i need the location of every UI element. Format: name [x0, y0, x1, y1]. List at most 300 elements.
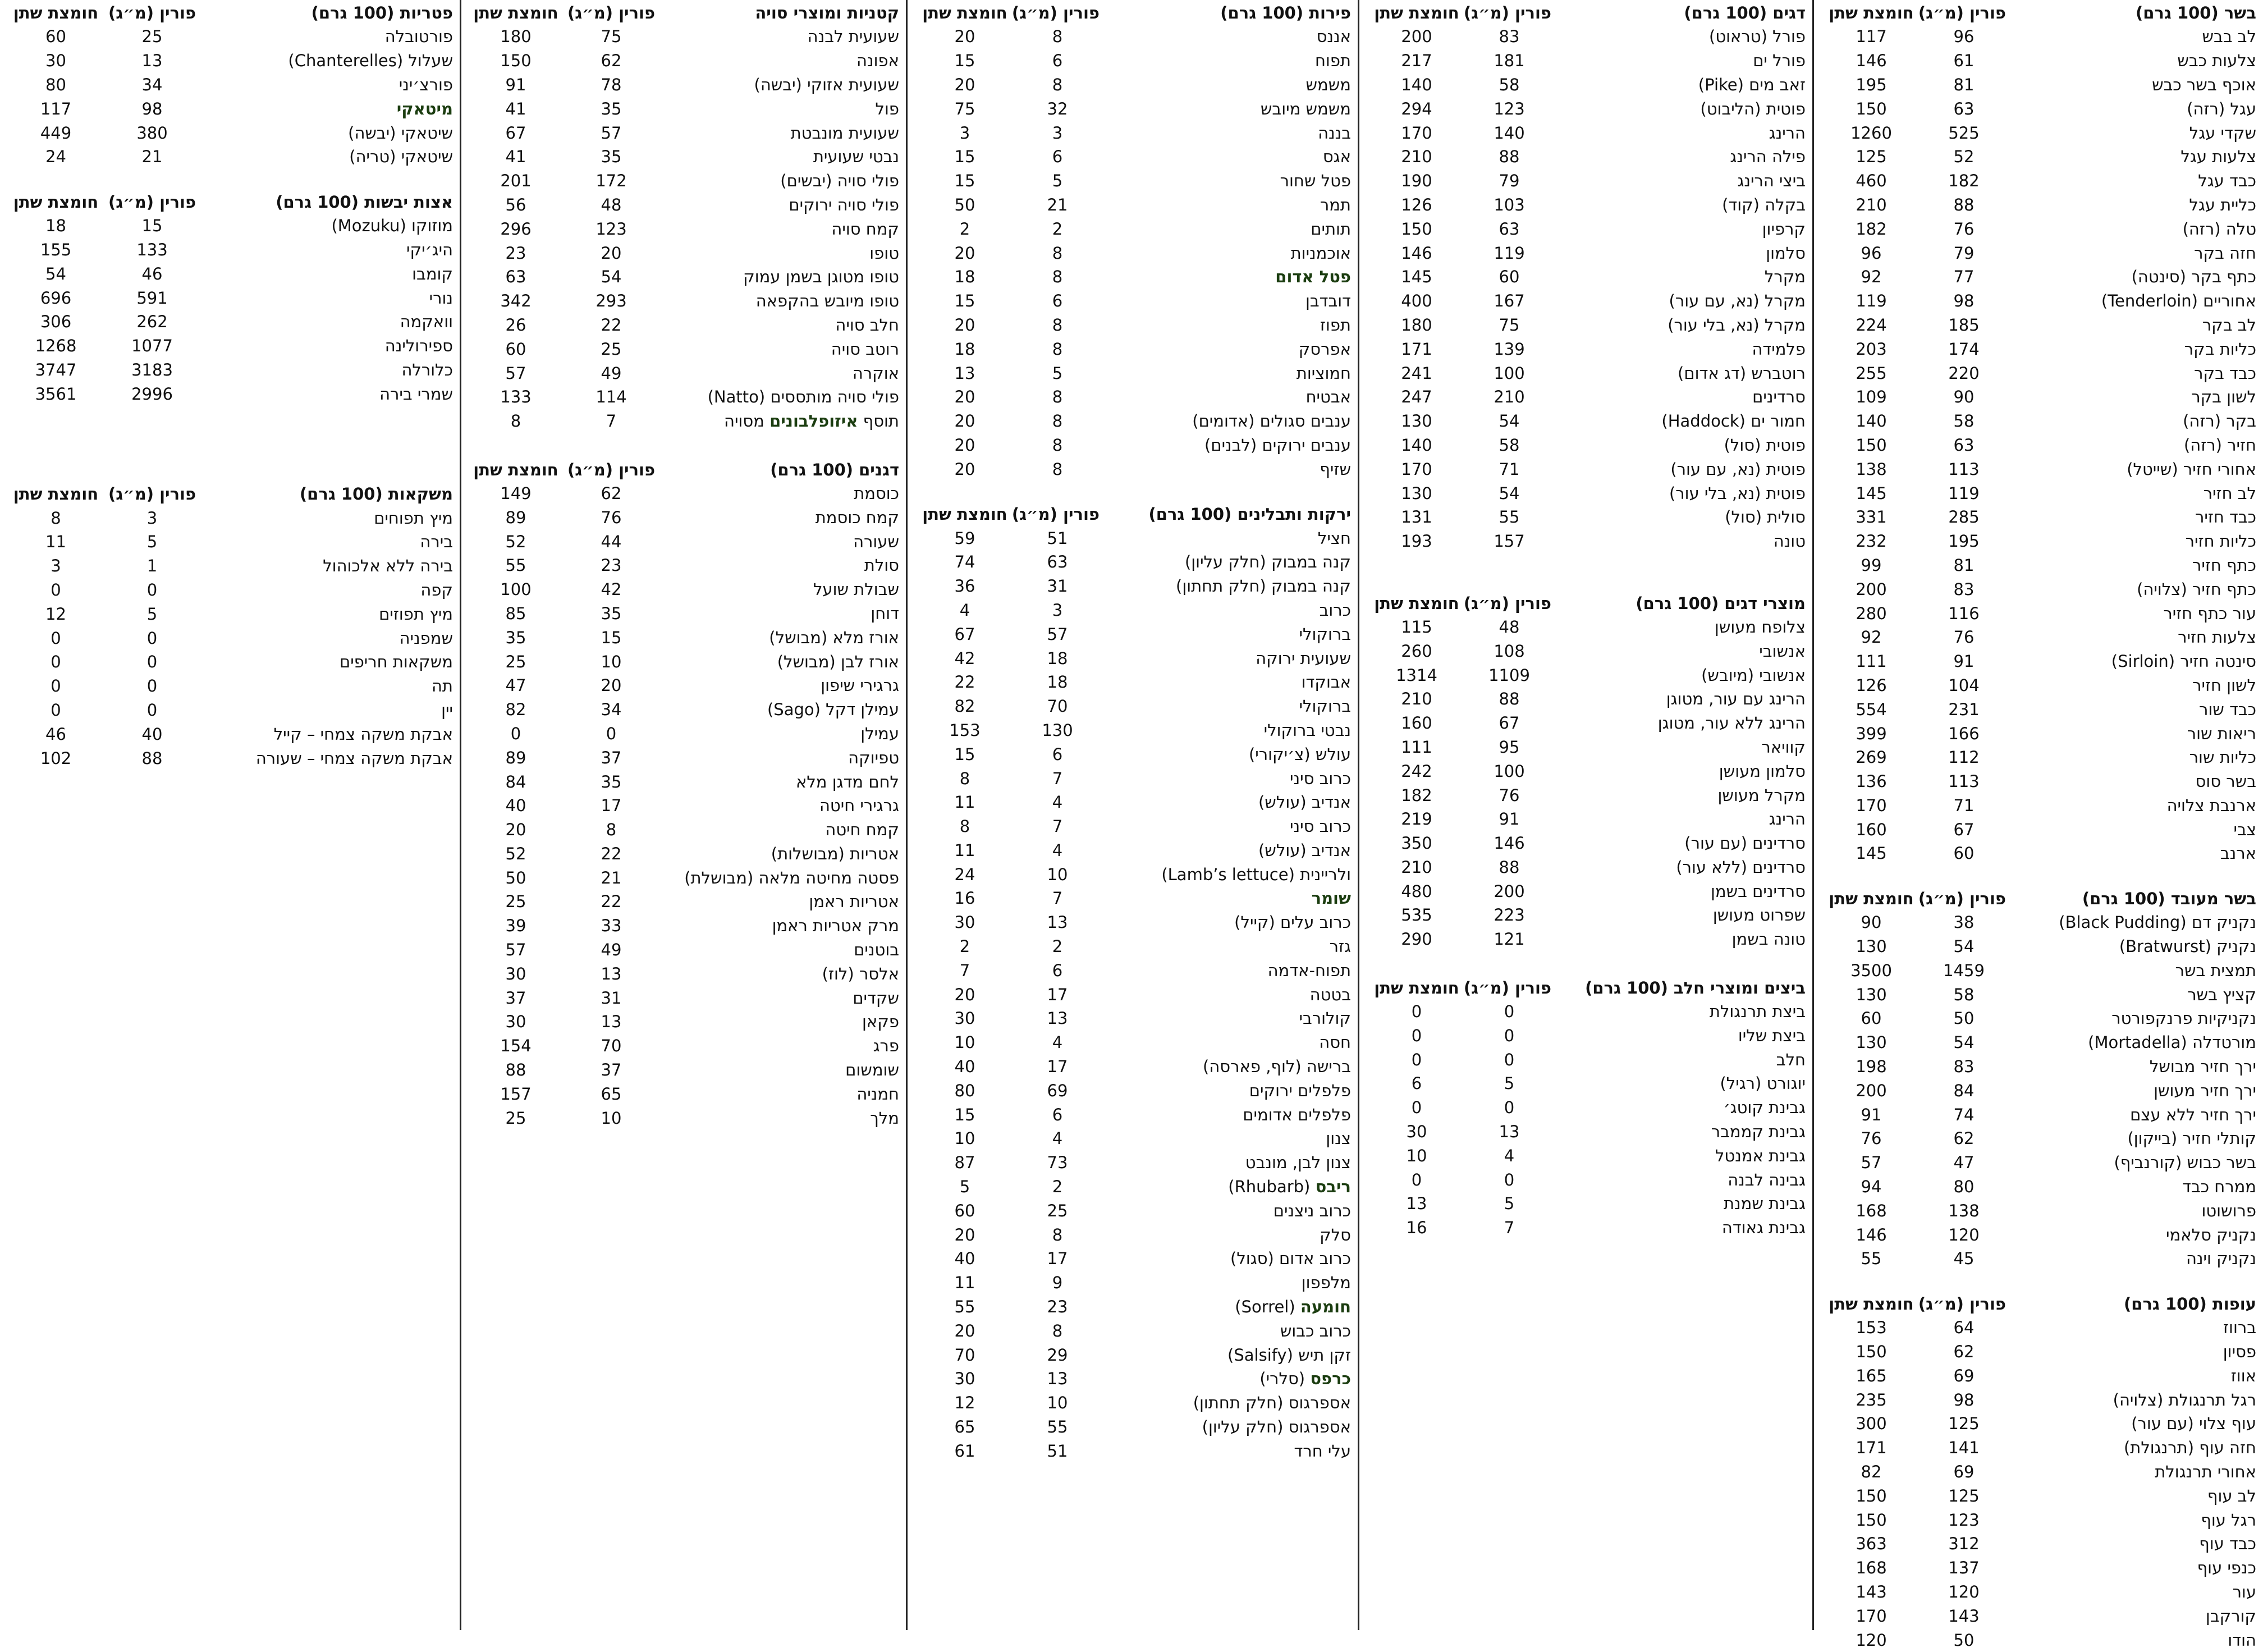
food-name: פטל שחור	[1280, 171, 1351, 191]
table-row	[7, 698, 453, 722]
food-name: תפוז	[1320, 315, 1351, 335]
food-name: ענבים סגולים (אדומים)	[1192, 411, 1351, 431]
table-row	[468, 73, 899, 97]
purine-value: 62	[1953, 1342, 1975, 1362]
table-row	[914, 598, 1351, 623]
food-name: לשון בקר	[2191, 387, 2256, 407]
uric-acid-value: 40	[954, 1057, 975, 1077]
uric-acid-value: 82	[1861, 1462, 1882, 1482]
food-name: ארנב	[2220, 844, 2256, 863]
food-name: אגס	[1322, 147, 1351, 167]
table-row	[1821, 649, 2256, 674]
purine-value: 60	[1953, 844, 1975, 863]
table-row	[7, 722, 453, 746]
food-name: כליות שור	[2189, 748, 2256, 767]
purine-value: 157	[1494, 532, 1525, 551]
purine-value: 4	[1052, 1033, 1063, 1052]
purine-value: 49	[601, 940, 622, 960]
food-name: עגל (רזה)	[2187, 99, 2256, 118]
section-header	[468, 1, 899, 25]
uric-acid-value: 30	[505, 1012, 526, 1032]
food-name: תמצית בשר	[2175, 960, 2256, 980]
table-row	[1821, 97, 2256, 121]
uric-acid-value: 30	[505, 964, 526, 983]
uric-acid-value: 10	[954, 1033, 975, 1052]
food-section	[468, 1, 899, 433]
purine-column-header: פורין (מ״ג)	[1011, 505, 1100, 524]
food-name: ברישה (לוף, פארסה)	[1203, 1057, 1351, 1077]
food-name: נקניקיות פרנקפורטר	[2111, 1009, 2256, 1028]
table-row	[7, 310, 453, 334]
purine-value: 3	[1052, 600, 1063, 620]
food-name: כבד חזיר	[2195, 507, 2256, 527]
table-row	[7, 25, 453, 49]
food-name: נקניק סלאמי	[2166, 1225, 2256, 1244]
section-spacer	[7, 406, 453, 482]
purine-value: 119	[1948, 483, 1980, 503]
section-header	[914, 1, 1351, 25]
uric-acid-value: 40	[505, 796, 526, 816]
purine-value: 22	[601, 892, 622, 912]
food-name: אנשובי	[1759, 641, 1806, 661]
uric-acid-value: 80	[45, 75, 66, 94]
uric-acid-value: 363	[1856, 1534, 1887, 1554]
table-row	[468, 842, 899, 866]
uric-acid-value: 5	[959, 1177, 970, 1197]
food-name: רגל תרנגולת (צלויה)	[2113, 1390, 2256, 1410]
purine-value: 312	[1948, 1534, 1980, 1554]
food-name: שקדי עגל	[2189, 123, 2256, 143]
uric-acid-value: 89	[505, 748, 526, 767]
purine-value: 185	[1948, 315, 1980, 335]
table-row	[7, 238, 453, 262]
uric-acid-value: 200	[1856, 1081, 1887, 1100]
purine-value: 48	[1499, 617, 1520, 637]
purine-value: 174	[1948, 339, 1980, 359]
purine-value: 143	[1948, 1606, 1980, 1626]
uric-acid-value: 157	[500, 1084, 532, 1104]
uric-acid-value: 170	[1401, 123, 1432, 143]
food-section	[1366, 592, 1806, 951]
table-row	[1366, 1192, 1806, 1216]
purine-value: 63	[1499, 219, 1520, 239]
uric-acid-value: 12	[954, 1393, 975, 1413]
uric-acid-value: 115	[1401, 617, 1432, 637]
food-name: משקאות חריפים	[339, 652, 453, 672]
purine-value: 220	[1948, 363, 1980, 383]
food-name: שעועית אזוקי (יבשה)	[754, 75, 899, 94]
purine-value: 21	[141, 147, 163, 167]
purine-value: 380	[136, 123, 168, 143]
table-row	[7, 578, 453, 602]
purine-value: 44	[601, 532, 622, 551]
uric-acid-value: 117	[40, 99, 72, 118]
food-name: כרוב ניצנים	[1273, 1201, 1351, 1220]
table-row	[914, 1151, 1351, 1175]
table-row	[7, 334, 453, 358]
table-row	[1821, 601, 2256, 625]
section-header	[7, 482, 453, 506]
purine-value: 10	[601, 1108, 622, 1128]
uric-acid-value: 15	[954, 1105, 975, 1124]
uric-acid-value: 8	[959, 817, 970, 836]
section-title: ירקות ותבלינים (100 גרם)	[1148, 505, 1351, 524]
purine-value: 2	[1052, 1177, 1063, 1197]
food-name: פקאן	[862, 1012, 899, 1032]
food-name: טופו מטוגן בשמן עמוק	[743, 267, 899, 287]
purine-value: 210	[1494, 387, 1525, 407]
uric-acid-value: 25	[505, 892, 526, 912]
purine-value: 231	[1948, 699, 1980, 719]
food-name: סלק	[1320, 1225, 1351, 1244]
food-name: אוקרה	[852, 363, 899, 383]
purine-value: 166	[1948, 724, 1980, 743]
purine-value: 25	[1047, 1201, 1068, 1220]
food-name: אבקת משקה צמחי – שעורה	[255, 748, 453, 768]
uric-acid-value: 10	[954, 1129, 975, 1148]
table-row	[468, 914, 899, 938]
uric-acid-value: 109	[1856, 387, 1887, 407]
uric-acid-value: 195	[1856, 75, 1887, 94]
uric-acid-value: 203	[1856, 339, 1887, 359]
uric-acid-value: 460	[1856, 171, 1887, 191]
food-name: קורקבן	[2205, 1606, 2256, 1626]
uric-acid-value: 150	[1856, 1342, 1887, 1362]
purine-value: 140	[1494, 123, 1525, 143]
purine-value: 52	[1953, 147, 1975, 167]
food-name: שבולת שועל	[813, 580, 899, 600]
table-row	[1821, 1604, 2256, 1628]
table-row	[7, 626, 453, 650]
uric-acid-value: 80	[954, 1081, 975, 1100]
table-row	[1821, 1102, 2256, 1127]
purine-value: 67	[1499, 713, 1520, 733]
food-name: אחורי חזיר (שייטל)	[2127, 459, 2256, 479]
uric-acid-value: 217	[1401, 51, 1432, 71]
food-name: אבקת משקה צמחי – קייל	[273, 724, 453, 744]
uric-acid-value: 30	[954, 1369, 975, 1389]
food-name: שיטאקי (טריה)	[349, 147, 453, 167]
purine-column-header: פורין (מ״ג)	[1918, 1294, 2006, 1314]
table-row	[1366, 615, 1806, 639]
uric-acid-value: 18	[45, 216, 66, 236]
table-row	[914, 886, 1351, 910]
food-name: מיץ תפוזים	[379, 604, 453, 624]
table-row	[1366, 1047, 1806, 1072]
table-row	[468, 385, 899, 409]
table-row	[1821, 1628, 2256, 1652]
purine-value: 133	[136, 240, 168, 259]
table-row	[1821, 982, 2256, 1006]
table-row	[468, 1010, 899, 1034]
uric-acid-value: 449	[40, 123, 72, 143]
purine-value: 8	[1052, 1225, 1063, 1244]
section-spacer	[7, 169, 453, 190]
table-row	[914, 1198, 1351, 1223]
table-row	[468, 337, 899, 361]
food-name: מיטאקי	[396, 99, 453, 118]
food-name: צנון לבן, מונבט	[1245, 1153, 1351, 1173]
uric-acid-value: 3	[51, 556, 61, 576]
purine-value: 100	[1494, 363, 1525, 383]
uric-acid-value: 30	[954, 913, 975, 932]
purine-value: 13	[1047, 913, 1068, 932]
food-name: אטריות (מבושלות)	[771, 844, 899, 863]
purine-value: 38	[1953, 913, 1975, 932]
uric-acid-value: 120	[1856, 1630, 1887, 1650]
table-row	[1366, 927, 1806, 951]
uric-acid-value: 55	[1861, 1249, 1882, 1269]
uric-acid-value: 20	[954, 1225, 975, 1244]
food-name: וואקמה	[400, 312, 453, 332]
uric-acid-value: 36	[954, 576, 975, 596]
food-name: לשון חזיר	[2192, 675, 2256, 695]
food-name: ולריינית (Lamb’s lettuce)	[1161, 864, 1351, 884]
uric-acid-column-header: חומצת שתן	[922, 505, 1007, 524]
uric-acid-value: 170	[1856, 1606, 1887, 1626]
section-header	[1821, 1292, 2256, 1316]
food-name: ירך חזיר מעושן	[2154, 1081, 2256, 1100]
food-name: שעורה	[853, 532, 899, 551]
table-row	[914, 1295, 1351, 1319]
purine-value: 8	[1052, 75, 1063, 94]
food-name: תה	[431, 676, 453, 696]
uric-acid-value: 4	[959, 600, 970, 620]
purine-value: 116	[1948, 603, 1980, 623]
food-name: הרינג עם עור, מטוגן	[1666, 689, 1806, 709]
purine-value: 3	[146, 508, 158, 528]
purine-value: 8	[1052, 27, 1063, 47]
section-spacer	[1366, 553, 1806, 592]
food-name: קמח חיטה	[825, 820, 899, 840]
uric-acid-value: 16	[954, 889, 975, 908]
food-name: כרוב סיני	[1290, 768, 1351, 788]
table-row	[914, 742, 1351, 766]
uric-acid-value: 91	[505, 75, 526, 94]
table-row	[1366, 1096, 1806, 1120]
food-name: סלמון	[1766, 243, 1806, 263]
purine-value: 4	[1052, 793, 1063, 812]
food-name: אננס	[1316, 27, 1351, 47]
uric-acid-value: 91	[1861, 1105, 1882, 1124]
section-spacer	[914, 481, 1351, 502]
section-header	[7, 190, 453, 214]
table-row	[914, 574, 1351, 598]
table-row	[1366, 687, 1806, 711]
purine-value: 0	[1504, 1098, 1515, 1118]
uric-acid-value: 136	[1856, 772, 1887, 791]
table-row	[1821, 1484, 2256, 1508]
table-row	[1821, 1556, 2256, 1580]
table-row	[468, 890, 899, 914]
uric-acid-value: 130	[1401, 411, 1432, 431]
purine-value: 18	[1047, 648, 1068, 668]
table-row	[468, 553, 899, 578]
table-row	[1366, 1143, 1806, 1168]
table-row	[1821, 1388, 2256, 1412]
table-row	[1366, 145, 1806, 169]
food-name: חמניה	[856, 1084, 899, 1104]
uric-acid-value: 52	[505, 532, 526, 551]
food-name: קומבו	[412, 264, 453, 283]
purine-value: 8	[1052, 267, 1063, 287]
column-4	[461, 0, 908, 1630]
table-row	[1821, 217, 2256, 241]
table-row	[468, 866, 899, 890]
purine-value: 48	[601, 195, 622, 214]
purine-value: 1459	[1943, 960, 1985, 980]
table-row	[914, 790, 1351, 814]
food-name: פרושוטו	[2201, 1201, 2256, 1220]
food-name: משמש	[1305, 75, 1351, 94]
food-section	[1366, 976, 1806, 1240]
purine-value: 223	[1494, 905, 1525, 925]
purine-value: 8	[1052, 243, 1063, 263]
purine-value: 0	[146, 700, 158, 720]
table-row	[1821, 935, 2256, 959]
purine-value: 8	[1052, 387, 1063, 407]
section-header	[7, 1, 453, 25]
table-row	[1821, 841, 2256, 866]
food-name: נורי	[429, 288, 453, 308]
uric-acid-value: 18	[954, 267, 975, 287]
food-name: תמר	[1320, 195, 1351, 214]
purine-value: 195	[1948, 532, 1980, 551]
purine-value: 13	[1047, 1009, 1068, 1028]
column-3	[908, 0, 1359, 1630]
section-title: ביצים ומוצרי חלב (100 גרם)	[1585, 978, 1806, 997]
uric-acid-value: 149	[500, 483, 532, 503]
section-header	[914, 502, 1351, 526]
table-row	[1366, 735, 1806, 759]
uric-acid-value: 200	[1401, 27, 1432, 47]
section-title: עופות (100 גרם)	[2124, 1294, 2256, 1314]
food-name: קרפיון	[1762, 219, 1806, 239]
food-name: כנפי עוף	[2197, 1558, 2256, 1578]
table-row	[914, 409, 1351, 433]
table-row	[1366, 1168, 1806, 1192]
uric-acid-value: 13	[954, 363, 975, 383]
table-row	[1821, 1247, 2256, 1271]
table-row	[914, 457, 1351, 481]
purine-value: 13	[601, 1012, 622, 1032]
purine-value: 0	[1504, 1170, 1515, 1189]
uric-acid-value: 2	[959, 219, 970, 239]
uric-acid-value: 232	[1856, 532, 1887, 551]
table-row	[7, 746, 453, 770]
uric-acid-value: 20	[954, 435, 975, 455]
table-row	[468, 745, 899, 770]
purine-value: 13	[601, 964, 622, 983]
uric-acid-value: 255	[1856, 363, 1887, 383]
purine-value: 18	[1047, 672, 1068, 692]
food-name: רגל עוף	[2201, 1510, 2256, 1530]
table-row	[1366, 241, 1806, 265]
table-row	[914, 1343, 1351, 1367]
food-name: טונה	[1773, 532, 1806, 551]
table-row	[468, 529, 899, 553]
food-section	[914, 1, 1351, 481]
food-name: רוטב סויה	[831, 339, 899, 359]
purine-value: 88	[141, 748, 163, 768]
table-row	[1366, 1023, 1806, 1047]
purine-value: 167	[1494, 291, 1525, 311]
uric-acid-column-header: חומצת שתן	[473, 460, 558, 479]
food-name: חמוציות	[1296, 363, 1351, 383]
purine-value: 45	[1953, 1249, 1975, 1269]
purine-value: 23	[1047, 1297, 1068, 1317]
uric-acid-value: 8	[51, 508, 61, 528]
food-name: תפוח	[1314, 51, 1351, 71]
uric-acid-value: 94	[1861, 1177, 1882, 1197]
uric-acid-value: 61	[954, 1441, 975, 1461]
purine-value: 525	[1948, 123, 1980, 143]
purine-value: 76	[1953, 628, 1975, 647]
purine-value: 69	[1047, 1081, 1068, 1100]
food-name: טפיוקה	[848, 748, 899, 767]
uric-acid-value: 0	[1411, 1026, 1422, 1045]
food-name: מוזוקו (Mozuku)	[331, 216, 453, 236]
table-row	[1821, 481, 2256, 505]
food-name: גבינת אמנטל	[1715, 1146, 1806, 1165]
table-row	[1821, 577, 2256, 601]
purine-value: 5	[1052, 363, 1063, 383]
purine-value: 95	[1499, 737, 1520, 757]
food-name: כרוב סיני	[1290, 817, 1351, 836]
uric-acid-value: 3561	[35, 384, 77, 404]
food-name: כתף חזיר	[2192, 555, 2256, 575]
table-row	[1821, 73, 2256, 97]
food-name: אווז	[2230, 1366, 2256, 1385]
uric-acid-value: 40	[954, 1249, 975, 1269]
purine-value: 113	[1948, 459, 1980, 479]
uric-acid-value: 290	[1401, 930, 1432, 949]
food-name: זאב מים (Pike)	[1698, 75, 1806, 94]
table-row	[914, 1031, 1351, 1055]
purine-value: 84	[1953, 1081, 1975, 1100]
uric-acid-value: 20	[954, 985, 975, 1004]
table-row	[1821, 745, 2256, 770]
food-name: שומשום	[845, 1060, 899, 1080]
purine-column-header: פורין (מ״ג)	[567, 3, 656, 22]
table-row	[1821, 289, 2256, 313]
purine-value: 63	[1047, 552, 1068, 572]
uric-acid-value: 242	[1401, 761, 1432, 781]
purine-value: 60	[1499, 267, 1520, 287]
table-row	[468, 265, 899, 289]
table-row	[1821, 409, 2256, 433]
food-name: טופו מיובש בהקפאה	[755, 291, 899, 311]
table-row	[914, 1391, 1351, 1415]
food-name: מקרל	[1764, 267, 1806, 287]
food-name: פסיון	[2223, 1342, 2256, 1362]
uric-acid-value: 171	[1856, 1438, 1887, 1458]
uric-acid-value: 20	[505, 820, 526, 840]
purine-value: 55	[1047, 1417, 1068, 1437]
uric-acid-value: 20	[954, 75, 975, 94]
section-title: דגנים (100 גרם)	[770, 460, 899, 479]
table-row	[914, 622, 1351, 646]
uric-acid-value: 25	[505, 1108, 526, 1128]
table-row	[1366, 529, 1806, 553]
purine-value: 3	[1052, 123, 1063, 143]
uric-acid-value: 3747	[35, 360, 77, 379]
purine-value: 5	[146, 532, 158, 552]
purine-value: 29	[1047, 1345, 1068, 1365]
purine-value: 55	[1499, 507, 1520, 527]
purine-value: 120	[1948, 1582, 1980, 1601]
section-title: מוצרי דגים (100 גרם)	[1636, 593, 1806, 613]
